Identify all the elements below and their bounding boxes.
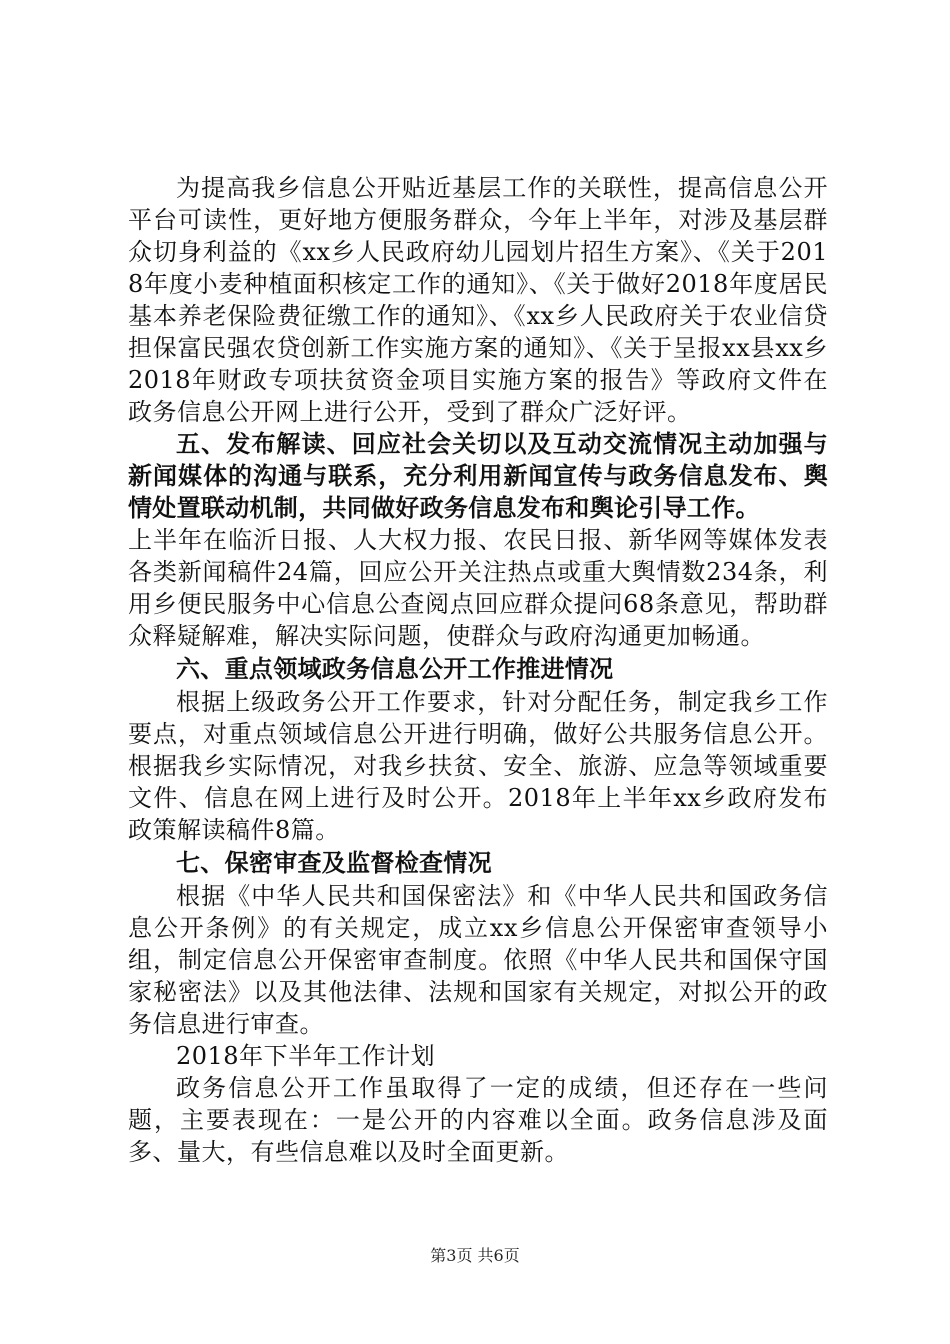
section-7-heading: 七、保密审查及监督检查情况 <box>176 849 492 877</box>
section-6-heading: 六、重点领域政务信息公开工作推进情况 <box>176 655 614 683</box>
plan-body: 政务信息公开工作虽取得了一定的成绩，但还存在一些问题，主要表现在：一是公开的内容难以全面。政务信息涉及面多、量大，有些信息难以及时全面更新。 <box>128 1074 828 1166</box>
section-7-body: 根据《中华人民共和国保密法》和《中华人民共和国政务信息公开条例》的有关规定，成立xx乡信息公开保密审查领导小组，制定信息公开保密审查制度。依照《中华人民共和国保守国家秘密法》以及其他法律、法规和国家有关规定，对拟公开的政务信息进行审查。 <box>128 882 828 1038</box>
section-5-heading: 五、发布解读、回应社会关切以及互动交流情况主动加强与新闻媒体的沟通与联系，充分利用新闻宣传与政务信息发布、舆情处置联动机制，共同做好政务信息发布和舆论引导工作。 <box>128 430 828 522</box>
section-6-body: 根据上级政务公开工作要求，针对分配任务，制定我乡工作要点，对重点领域信息公开进行明确，做好公共服务信息公开。根据我乡实际情况，对我乡扶贫、安全、旅游、应急等领域重要文件、信息在网上进行及时公开。2018年上半年xx乡政府发布政策解读稿件8篇。 <box>128 688 828 844</box>
section-5-body: 上半年在临沂日报、人大权力报、农民日报、新华网等媒体发表各类新闻稿件24篇，回应公开关注热点或重大舆情数234条，利用乡便民服务中心信息公查阅点回应群众提问68条意见，帮助群众释疑解难，解决实际问题，使群众与政府沟通更加畅通。 <box>128 526 828 650</box>
document-body <box>128 172 828 1168</box>
plan-title: 2018年下半年工作计划 <box>176 1042 436 1070</box>
page-footer: 第3页 共6页 <box>430 1246 520 1265</box>
paragraph-intro: 为提高我乡信息公开贴近基层工作的关联性，提高信息公开平台可读性，更好地方便服务群众，今年上半年，对涉及基层群众切身利益的《xx乡人民政府幼儿园划片招生方案》、《关于2018年度小麦种植面积核定工作的通知》、《关于做好2018年度居民基本养老保险费征缴工作的通知》、《xx乡人民政府关于农业信贷担保富民强农贷创新工作实施方案的通知》、《关于呈报xx县xx乡2018年财政专项扶贫资金项目实施方案的报告》等政府文件在政务信息公开网上进行公开，受到了群众广泛好评。 <box>128 174 828 426</box>
